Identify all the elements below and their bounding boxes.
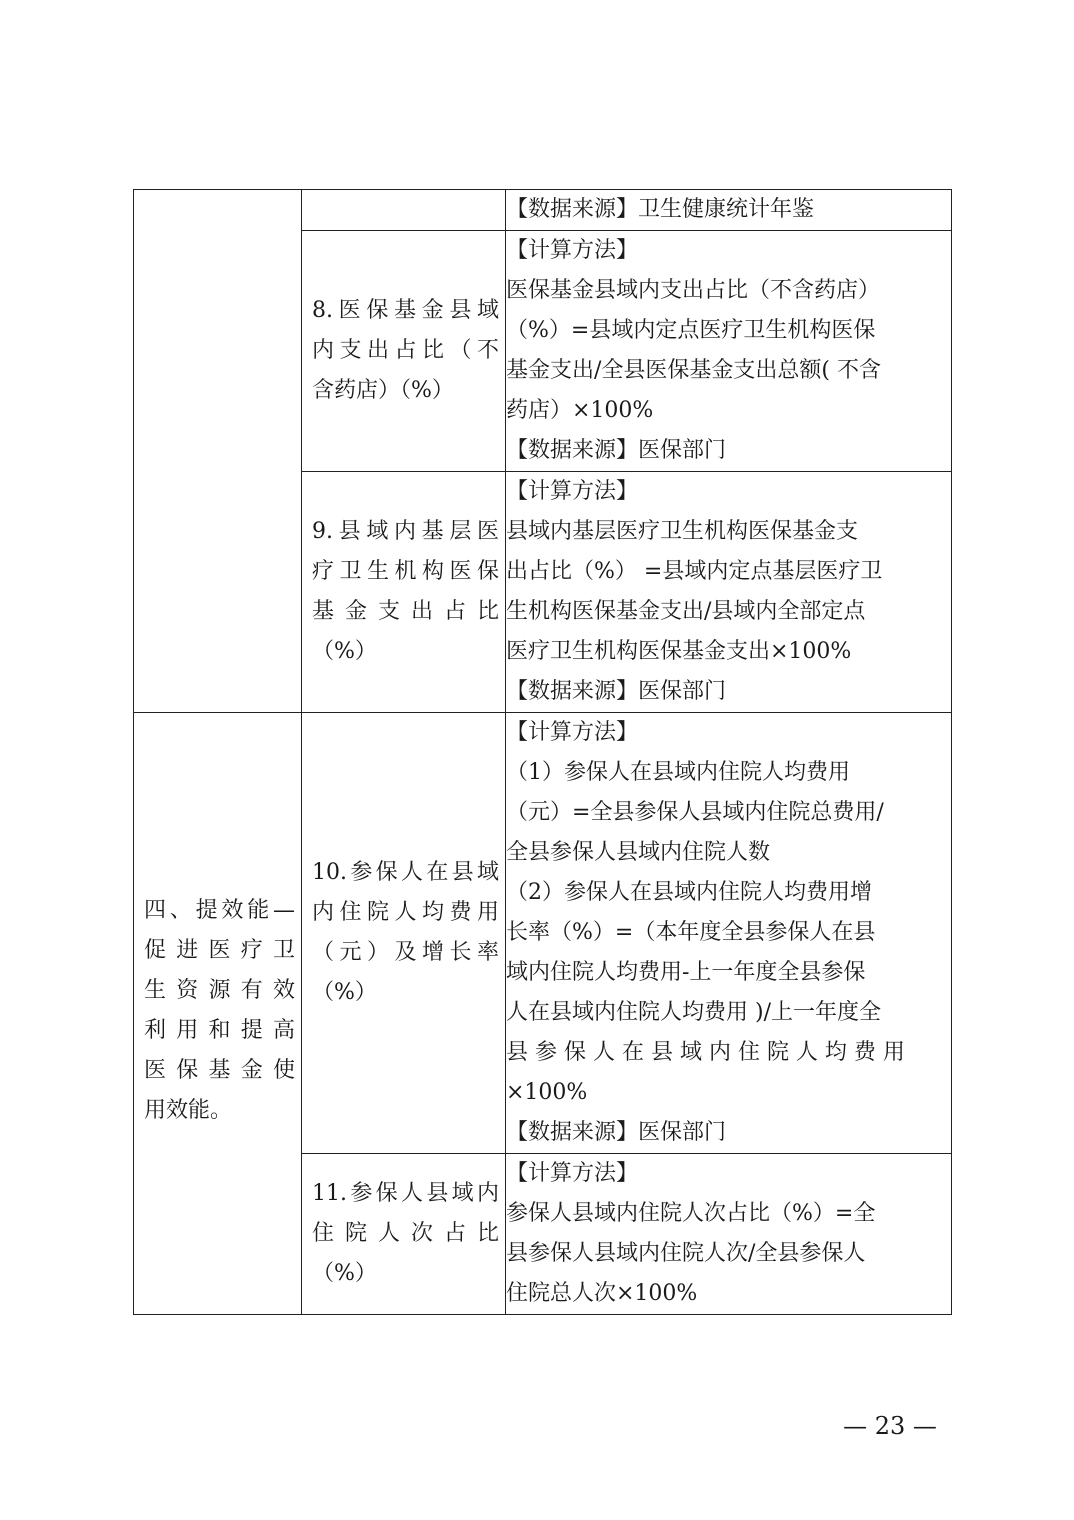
indicator-line: 含药店）（%） xyxy=(312,378,454,403)
indicator-line: 10.参保人在县域 xyxy=(312,860,499,885)
method-line: 全县参保人县域内住院人数 xyxy=(506,840,771,865)
indicator-line: 11.参保人县域内 xyxy=(312,1181,499,1206)
indicator-line: （%） xyxy=(312,1261,377,1286)
indicator-line: （%） xyxy=(312,980,377,1005)
method-line: 【计算方法】 xyxy=(506,1161,639,1186)
indicator-line: 疗卫生机构医保 xyxy=(312,559,499,584)
method-line: 基金支出/全县医保基金支出总额( 不含 xyxy=(506,358,881,383)
method-line: 长率（%）=（本年度全县参保人在县 xyxy=(506,920,876,945)
category-line: 利用和提高 xyxy=(144,1018,295,1043)
method-line: 医疗卫生机构医保基金支出×100% xyxy=(506,639,852,664)
method-line: 人在县域内住院人均费用 )/上一年度全 xyxy=(506,1000,881,1025)
method-line: 生机构医保基金支出/县域内全部定点 xyxy=(506,599,866,624)
method-line: （1）参保人在县域内住院人均费用 xyxy=(506,760,850,785)
method-line: （2）参保人在县域内住院人均费用增 xyxy=(506,880,872,905)
method-line: 【数据来源】医保部门 xyxy=(506,679,727,704)
method-line: 【计算方法】 xyxy=(506,720,639,745)
method-line: 【数据来源】卫生健康统计年鉴 xyxy=(506,197,815,222)
category-line: 四、提效能— xyxy=(144,898,295,923)
method-cell xyxy=(506,713,952,1154)
indicator-line: 住 院 人 次 占 比 xyxy=(312,1221,499,1246)
indicator-cell xyxy=(302,1154,506,1315)
method-line: ×100% xyxy=(506,1080,588,1105)
method-line: 【计算方法】 xyxy=(506,479,639,504)
table-row xyxy=(134,190,952,231)
indicator-table xyxy=(133,189,952,1315)
indicator-cell xyxy=(302,713,506,1154)
method-cell xyxy=(506,190,952,231)
indicator-cell-empty xyxy=(302,190,506,231)
method-cell xyxy=(506,231,952,472)
indicator-line: （%） xyxy=(312,639,377,664)
method-line: 【数据来源】医保部门 xyxy=(506,438,727,463)
category-line: 生资源有效 xyxy=(144,978,295,1003)
indicator-line: 基 金 支 出 占 比 xyxy=(312,599,499,624)
category-cell-empty xyxy=(134,190,302,713)
indicator-line: 内住院人均费用 xyxy=(312,900,499,925)
category-line: 医保基金使 xyxy=(144,1058,295,1083)
method-cell xyxy=(506,472,952,713)
category-cell xyxy=(134,713,302,1315)
method-line: 县域内基层医疗卫生机构医保基金支 xyxy=(506,519,859,544)
indicator-line: 9.县域内基层医 xyxy=(312,519,499,544)
table-row xyxy=(134,713,952,1154)
indicator-line: （元）及增长率 xyxy=(312,940,499,965)
page-number: — 23 — xyxy=(843,1412,937,1440)
method-line: 出占比（%） =县域内定点基层医疗卫 xyxy=(506,559,883,584)
method-line: 参保人县域内住院人次占比（%）=全 xyxy=(506,1201,876,1226)
method-line: 【计算方法】 xyxy=(506,238,639,263)
category-line: 用效能。 xyxy=(144,1098,233,1123)
indicator-line: 8.医保基金县域 xyxy=(312,298,499,323)
category-line: 促进医疗卫 xyxy=(144,938,295,963)
method-line: 域内住院人均费用-上一年度全县参保 xyxy=(506,960,866,985)
method-line: 县参保人县域内住院人次/全县参保人 xyxy=(506,1241,866,1266)
method-line: （元）=全县参保人县域内住院总费用/ xyxy=(506,800,884,825)
method-line: 住院总人次×100% xyxy=(506,1281,698,1306)
indicator-cell xyxy=(302,231,506,472)
method-line: 医保基金县域内支出占比（不含药店） xyxy=(506,278,881,303)
method-line: （%）=县域内定点医疗卫生机构医保 xyxy=(506,318,876,343)
indicator-cell xyxy=(302,472,506,713)
indicator-line: 内支出占比（不 xyxy=(312,338,499,363)
method-cell xyxy=(506,1154,952,1315)
method-line: 【数据来源】医保部门 xyxy=(506,1120,727,1145)
method-line: 药店）×100% xyxy=(506,398,654,423)
method-line: 县 参 保 人 在 县 域 内 住 院 人 均 费 用 xyxy=(506,1040,905,1065)
